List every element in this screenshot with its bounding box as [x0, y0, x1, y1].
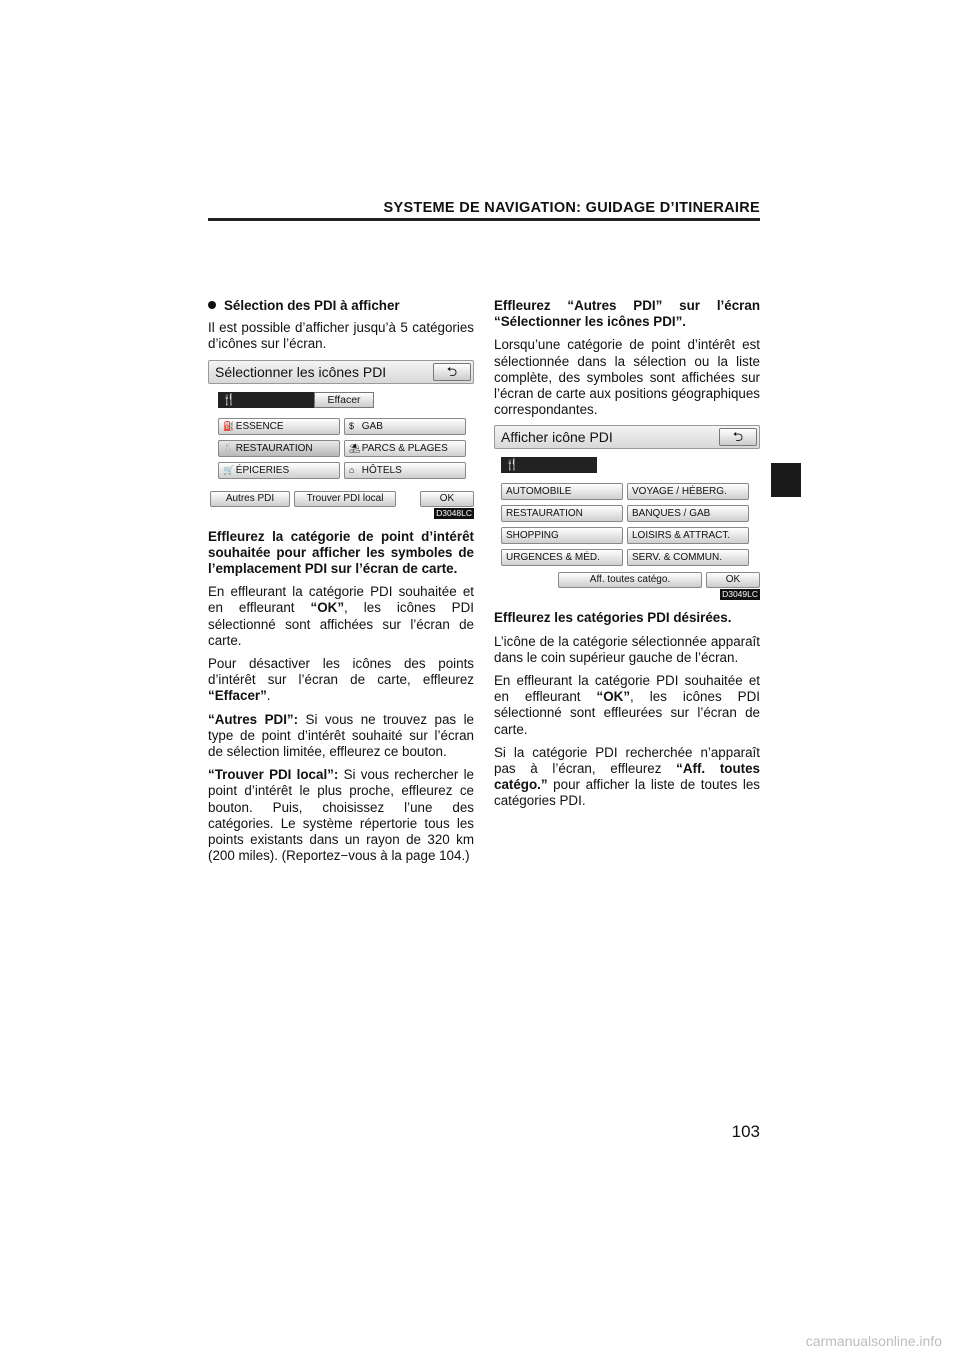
selected-icons-bar: [501, 457, 760, 473]
category-button-shopping[interactable]: SHOPPING: [501, 527, 623, 544]
fork-knife-icon: 🍴: [501, 457, 597, 473]
instruction-bold: Effleurez la catégorie de point d’intérêt souhaitée pour afficher les symboles de l’emplacement PDI sur l’écran de carte.: [208, 528, 474, 577]
chapter-tab: [771, 463, 801, 497]
category-button-banques[interactable]: BANQUES / GAB: [627, 505, 749, 522]
ok-button[interactable]: OK: [706, 572, 760, 588]
screen-title: Afficher icône PDI ⮌: [494, 425, 760, 449]
page-number: 103: [731, 1122, 760, 1141]
paragraph-trouver-pdi: “Trouver PDI local”: Si vous rechercher le point d’intérêt le plus proche, effleurez ce bouton. Puis, choisissez l’une des catégories. Le système répertorie tous les points existants dans un rayon de 320 km (200 miles). (Reportez−vous à la page 104.): [208, 767, 474, 864]
screen-display-poi-icon: [494, 425, 760, 600]
category-button-parcs-plages[interactable]: ⛱ PARCS & PLAGES: [344, 440, 466, 457]
section-title: Sélection des PDI à afficher: [208, 298, 474, 314]
fuel-icon: ⛽: [223, 420, 235, 431]
aff-toutes-catego-button[interactable]: Aff. toutes catégo.: [558, 572, 702, 588]
dollar-icon: $: [349, 420, 355, 431]
bullet-icon: [208, 301, 216, 309]
paragraph-symbols: Lorsqu’une catégorie de point d’intérêt est sélectionnée dans la sélection ou la liste complète, des symboles sont affichées sur l’écran de carte aux positions géographiques correspondantes.: [494, 337, 760, 418]
selected-icons-bar: [218, 392, 474, 408]
screen-select-poi-icons: [208, 360, 474, 518]
category-button-epiceries[interactable]: 🛒 ÉPICERIES: [218, 462, 340, 479]
category-button-gab[interactable]: $ GAB: [344, 418, 466, 435]
paragraph-effacer: Pour désactiver les icônes des points d’intérêt sur l’écran de carte, effleurez “Effacer”.: [208, 656, 474, 704]
category-button-automobile[interactable]: AUTOMOBILE: [501, 483, 623, 500]
figure-code: D3048LC: [436, 507, 472, 518]
screen-bottom-row: [210, 491, 474, 507]
left-column: [208, 298, 474, 871]
paragraph-autres-pdi: “Autres PDI”: Si vous ne trouvez pas le type de point d’intérêt souhaité sur l’écran de sélection limitée, effleurez ce bouton.: [208, 711, 474, 760]
category-button-hotels[interactable]: ⌂ HÔTELS: [344, 462, 466, 479]
right-column: [494, 298, 760, 817]
header-rule: [208, 218, 760, 221]
park-icon: ⛱: [349, 442, 361, 453]
category-button-essence[interactable]: ⛽ ESSENCE: [218, 418, 340, 435]
category-button-voyage[interactable]: VOYAGE / HÉBERG.: [627, 483, 749, 500]
figure-code: D3049LC: [722, 589, 758, 600]
cart-icon: 🛒: [223, 464, 235, 475]
fork-knife-icon: 🍴: [218, 392, 314, 408]
paragraph-ok: En effleurant la catégorie PDI souhaitée et en effleurant “OK”, les icônes PDI sélectionné sont effleurées sur l’écran de carte.: [494, 673, 760, 737]
intro-paragraph: Il est possible d’afficher jusqu’à 5 catégories d’icônes sur l’écran.: [208, 320, 474, 352]
autres-pdi-button[interactable]: Autres PDI: [210, 491, 290, 507]
back-button[interactable]: ⮌: [719, 428, 757, 446]
effacer-button[interactable]: Effacer: [314, 392, 374, 408]
category-button-urgences[interactable]: URGENCES & MÉD.: [501, 549, 623, 566]
back-button[interactable]: ⮌: [433, 363, 471, 381]
category-button-loisirs[interactable]: LOISIRS & ATTRACT.: [627, 527, 749, 544]
hotel-icon: ⌂: [349, 464, 355, 475]
paragraph-icon-corner: L’icône de la catégorie sélectionnée apparaît dans le coin supérieur gauche de l’écran.: [494, 633, 760, 665]
screen-title: Sélectionner les icônes PDI ⮌: [208, 360, 474, 384]
paragraph-ok: En effleurant la catégorie PDI souhaitée et en effleurant “OK”, les icônes PDI sélectionné sont affichées sur l’écran de carte.: [208, 584, 474, 648]
fork-knife-icon: 🍴: [223, 442, 235, 453]
ok-button[interactable]: OK: [420, 491, 474, 507]
trouver-pdi-local-button[interactable]: Trouver PDI local: [294, 491, 396, 507]
screen-bottom-row: [494, 572, 760, 588]
category-button-services[interactable]: SERV. & COMMUN.: [627, 549, 749, 566]
category-button-restauration[interactable]: RESTAURATION: [501, 505, 623, 522]
category-grid: [218, 418, 474, 479]
page-header-title: SYSTEME DE NAVIGATION: GUIDAGE D’ITINERAIRE: [383, 200, 760, 216]
watermark: carmanualsonline.info: [805, 1333, 942, 1349]
category-button-restauration[interactable]: 🍴 RESTAURATION: [218, 440, 340, 457]
instruction-bold-autres: Effleurez “Autres PDI” sur l’écran “Sélectionner les icônes PDI”.: [494, 298, 760, 330]
category-grid: [501, 483, 760, 566]
instruction-bold-categories: Effleurez les catégories PDI désirées.: [494, 610, 732, 626]
paragraph-aff-toutes: Si la catégorie PDI recherchée n’apparaît pas à l’écran, effleurez “Aff. toutes catégo.” pour afficher la liste de toutes les catégories PDI.: [494, 744, 760, 809]
